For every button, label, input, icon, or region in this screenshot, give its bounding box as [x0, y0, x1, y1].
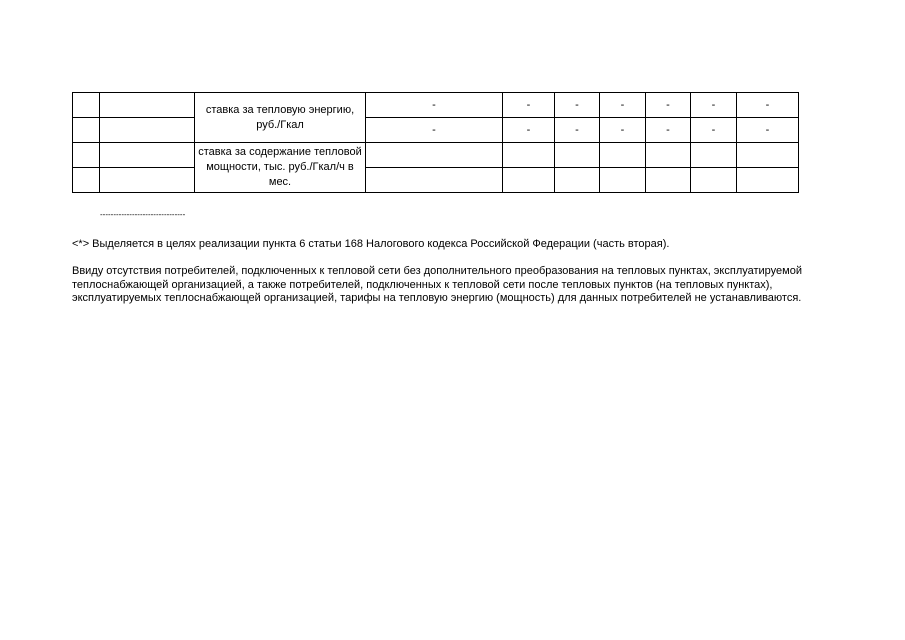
- table-cell: -: [503, 93, 555, 118]
- table-cell: -: [366, 118, 503, 143]
- table-cell: [600, 168, 646, 193]
- table-row: [73, 93, 799, 118]
- footnote-separator: --------------------------------: [100, 210, 186, 219]
- table-row: [73, 168, 799, 193]
- table-cell: [100, 93, 195, 118]
- table-cell: [737, 168, 799, 193]
- footnote-text: <*> Выделяется в целях реализации пункта 6 статьи 168 Налогового кодекса Российской Федерации (часть вторая).: [72, 238, 670, 250]
- table-cell: -: [691, 93, 737, 118]
- table-cell: [366, 143, 503, 168]
- table-cell: [73, 93, 100, 118]
- table-cell: [73, 118, 100, 143]
- table-cell: [555, 168, 600, 193]
- note-paragraph: Ввиду отсутствия потребителей, подключенных к тепловой сети без дополнительного преобразования на тепловых пунктах, эксплуатируемой теплоснабжающей организацией, а также потребителей, подключенных к тепловой сети после тепловых пунктов (на тепловых пунктах), эксплуатируемых теплоснабжающей организацией, тарифы на тепловую энергию (мощность) для данных потребителей не устанавливаются.: [72, 265, 802, 304]
- table-cell: [600, 143, 646, 168]
- table-cell: -: [503, 118, 555, 143]
- table-cell: [100, 168, 195, 193]
- table-cell: [366, 168, 503, 193]
- table-cell: -: [600, 118, 646, 143]
- table-cell: [73, 143, 100, 168]
- table-cell: [691, 143, 737, 168]
- table-cell: -: [737, 93, 799, 118]
- table-cell: [555, 143, 600, 168]
- table-cell: [503, 143, 555, 168]
- table-cell: [691, 168, 737, 193]
- table-cell: -: [737, 118, 799, 143]
- table-row: [73, 118, 799, 143]
- table-cell: [646, 143, 691, 168]
- table-cell: -: [646, 118, 691, 143]
- table-cell: -: [555, 93, 600, 118]
- table-row: [73, 143, 799, 168]
- table-cell: -: [555, 118, 600, 143]
- table-cell: -: [646, 93, 691, 118]
- row-label-capacity-rate: ставка за содержание тепловой мощности, тыс. руб./Гкал/ч в мес.: [195, 143, 366, 193]
- table-cell: [100, 118, 195, 143]
- table-cell: -: [691, 118, 737, 143]
- table-cell: -: [600, 93, 646, 118]
- row-label-energy-rate: ставка за тепловую энергию, руб./Гкал: [195, 93, 366, 143]
- table-cell: [503, 168, 555, 193]
- table-cell: [737, 143, 799, 168]
- table-cell: [646, 168, 691, 193]
- tariff-table: [72, 92, 799, 193]
- table-cell: [100, 143, 195, 168]
- table-cell: [73, 168, 100, 193]
- table-cell: -: [366, 93, 503, 118]
